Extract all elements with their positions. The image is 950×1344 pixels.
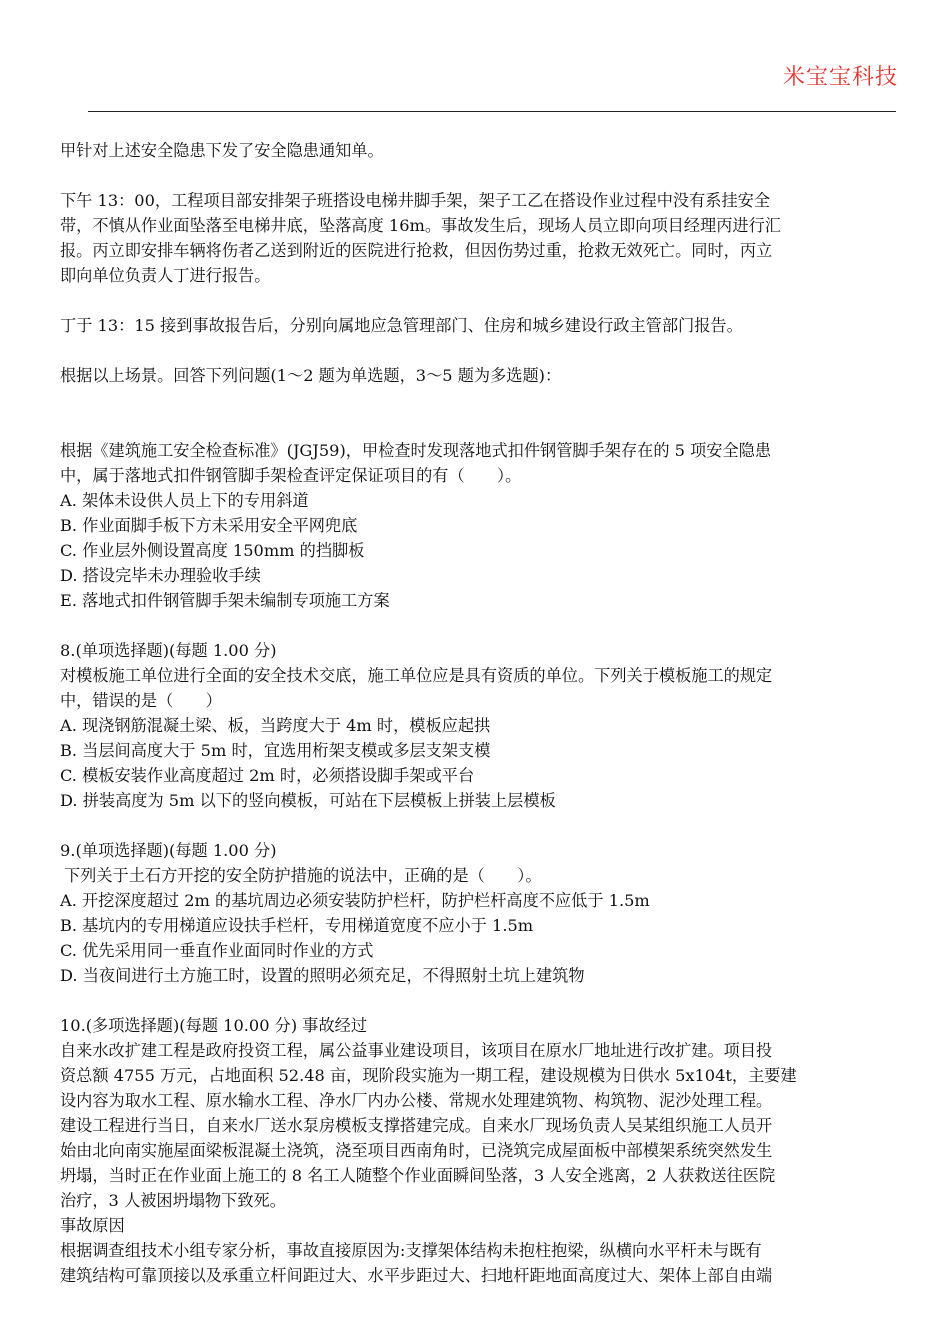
option-c: C. 模板安装作业高度超过 2m 时，必须搭设脚手架或平台 (60, 766, 475, 785)
question-stem-line: 根据《建筑施工安全检查标准》(JGJ59)，甲检查时发现落地式扣件钢管脚手架存在的 5 项安全隐患 (60, 441, 772, 460)
option-a: A. 现浇钢筋混凝土梁、板，当跨度大于 4m 时，模板应起拱 (60, 716, 491, 735)
text-line: 下午 13：00，工程项目部安排架子班搭设电梯井脚手架，架子工乙在搭设作业过程中没有系挂安全 (60, 191, 771, 210)
text-line: 带，不慎从作业面坠落至电梯井底，坠落高度 16m。事故发生后，现场人员立即向项目经理丙进行汇 (60, 216, 781, 235)
question-7 (60, 438, 896, 613)
text-line: 始由北向南实施屋面梁板混凝土浇筑，浇至项目西南角时，已浇筑完成屋面板中部模架系统突然发生 (60, 1141, 773, 1160)
option-a: A. 开挖深度超过 2m 的基坑周边必须安装防护栏杆，防护栏杆高度不应低于 1.5m (60, 891, 650, 910)
text-line: 建筑结构可靠顶接以及承重立杆间距过大、水平步距过大、扫地杆距地面高度过大、架体上部自由端 (60, 1266, 773, 1285)
option-b: B. 作业面脚手板下方未采用安全平网兜底 (60, 516, 358, 535)
question-header: 8.(单项选择题)(每题 1.00 分) (60, 641, 277, 660)
option-e: E. 落地式扣件钢管脚手架未编制专项施工方案 (60, 591, 390, 610)
scenario-instruction: 根据以上场景。回答下列问题(1～2 题为单选题，3～5 题为多选题)： (60, 366, 562, 385)
brand-logo-text: 米宝宝科技 (782, 65, 898, 90)
text-line: 建设工程进行当日，自来水厂送水泵房模板支撑搭建完成。自来水厂现场负责人吴某组织施工人员开 (60, 1116, 773, 1135)
text-line: 设内容为取水工程、原水输水工程、净水厂内办公楼、常规水处理建筑物、构筑物、泥沙处理工程。 (60, 1091, 773, 1110)
scenario-paragraph-3: 丁于 13：15 接到事故报告后，分别向属地应急管理部门、住房和城乡建设行政主管部门报告。 (60, 316, 743, 335)
option-a: A. 架体未设供人员上下的专用斜道 (60, 491, 309, 510)
scenario-paragraph-1: 甲针对上述安全隐患下发了安全隐患通知单。 (60, 141, 384, 160)
document-body (60, 138, 896, 1288)
option-b: B. 基坑内的专用梯道应设扶手栏杆，专用梯道宽度不应小于 1.5m (60, 916, 534, 935)
option-b: B. 当层间高度大于 5m 时，宜选用桁架支模或多层支架支模 (60, 741, 491, 760)
question-8 (60, 638, 896, 813)
option-d: D. 拼装高度为 5m 以下的竖向模板，可站在下层模板上拼装上层模板 (60, 791, 556, 810)
text-line: 治疗，3 人被困坍塌物下致死。 (60, 1191, 286, 1210)
option-d: D. 当夜间进行土方施工时，设置的照明必须充足，不得照射土坑上建筑物 (60, 966, 585, 985)
question-header: 10.(多项选择题)(每题 10.00 分) 事故经过 (60, 1016, 368, 1035)
text-line: 坍塌，当时正在作业面上施工的 8 名工人随整个作业面瞬间坠落，3 人安全逃离，2 人获救送往医院 (60, 1166, 776, 1185)
question-stem-line: 对模板施工单位进行全面的安全技术交底，施工单位应是具有资质的单位。下列关于模板施工的规定 (60, 666, 773, 685)
text-line: 报。丙立即安排车辆将伤者乙送到附近的医院进行抢救，但因伤势过重，抢救无效死亡。同时，丙立 (60, 241, 773, 260)
text-line: 资总额 4755 万元，占地面积 52.48 亩，现阶段实施为一期工程，建设规模为日供水 5x104t，主要建 (60, 1066, 797, 1085)
question-10 (60, 1013, 896, 1288)
section-title-cause: 事故原因 (60, 1216, 125, 1235)
option-d: D. 搭设完毕未办理验收手续 (60, 566, 261, 585)
text-line: 根据调查组技术小组专家分析，事故直接原因为:支撑架体结构未抱柱抱梁，纵横向水平杆未与既有 (60, 1241, 762, 1260)
question-stem-line: 中，错误的是（ ） (60, 691, 222, 710)
question-9 (60, 838, 896, 988)
question-stem-line: 中，属于落地式扣件钢管脚手架检查评定保证项目的有（ ）。 (60, 466, 522, 485)
option-c: C. 作业层外侧设置高度 150mm 的挡脚板 (60, 541, 365, 560)
header-divider (88, 111, 896, 112)
text-line: 自来水改扩建工程是政府投资工程，属公益事业建设项目，该项目在原水厂地址进行改扩建。项目投 (60, 1041, 773, 1060)
scenario-paragraph-2 (60, 188, 896, 288)
question-header: 9.(单项选择题)(每题 1.00 分) (60, 841, 277, 860)
text-line: 即向单位负责人丁进行报告。 (60, 266, 271, 285)
option-c: C. 优先采用同一垂直作业面同时作业的方式 (60, 941, 374, 960)
question-stem: 下列关于土石方开挖的安全防护措施的说法中，正确的是（ ）。 (64, 866, 542, 885)
